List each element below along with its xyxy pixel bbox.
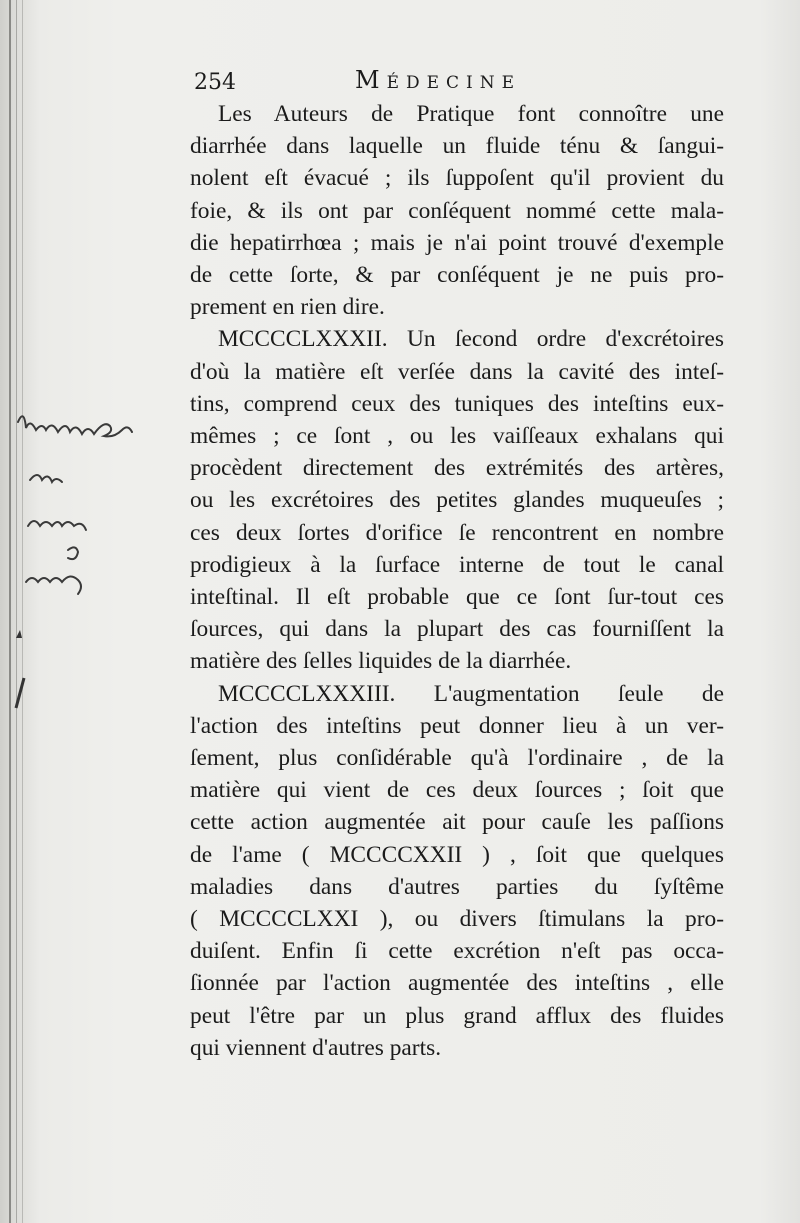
text-line: diarrhée dans laquelle un fluide ténu & ſangui- [190, 133, 724, 160]
text-line: maladies dans d'autres parties du ſyſtême [190, 873, 724, 900]
text-line: ſionnée par l'action augmentée des inteſtins , elle [190, 970, 724, 997]
text-line: MCCCCLXXXIII. L'augmentation ſeule de [218, 680, 724, 707]
text-line: d'où la matière eſt verſée dans la cavité des inteſ- [190, 358, 724, 385]
text-line: foie, & ils ont par conſéquent nommé cette mala- [190, 197, 724, 224]
text-line: nolent eſt évacué ; ils ſuppoſent qu'il provient du [190, 165, 724, 192]
text-line: ſement, plus conſidérable qu'à l'ordinaire , de la [190, 745, 724, 772]
paragraph [190, 678, 724, 1064]
text-line: MCCCCLXXXII. Un ſecond ordre d'excrétoires [218, 326, 724, 353]
page-header [190, 62, 730, 98]
paragraph [190, 98, 724, 323]
text-line: prodigieux à la ſurface interne de tout le canal [190, 551, 724, 578]
text-line: matière qui vient de ces deux ſources ; ſoit que [190, 777, 724, 804]
paragraph [190, 323, 724, 677]
text-line: prement en rien dire. [190, 294, 385, 321]
text-line: tins, comprend ceux des tuniques des inteſtins eux- [190, 390, 724, 417]
text-line: inteſtinal. Il eſt probable que ce ſont ſur-tout ces [190, 584, 724, 611]
text-line: mêmes ; ce ſont , ou les vaiſſeaux exhalans qui [190, 423, 724, 450]
text-line: procèdent directement des extrémités des artères, [190, 455, 724, 482]
page-number: 254 [194, 70, 236, 95]
handwriting-scribble [8, 400, 178, 620]
text-line: Les Auteurs de Pratique font connoître une [218, 101, 724, 127]
text-line: ou les excrétoires des petites glandes muqueuſes ; [190, 487, 724, 514]
text-line: peut l'être par un plus grand afflux des fluides [190, 1002, 724, 1029]
text-line: qui viennent d'autres parts. [190, 1034, 442, 1061]
text-line: matière des ſelles liquides de la diarrhée. [190, 648, 572, 675]
text-line: die hepatirrhœa ; mais je n'ai point trouvé d'exemple [190, 229, 724, 256]
text-line: duiſent. Enfin ſi cette excrétion n'eſt pas occa- [190, 938, 724, 965]
text-line: ( MCCCCLXXI ), ou divers ſtimulans la pro- [190, 906, 724, 933]
main-text [190, 98, 724, 1064]
text-line: l'action des inteſtins peut donner lieu à un ver- [190, 712, 724, 739]
running-head: Médecine [355, 66, 522, 94]
text-line: de l'ame ( MCCCCXXII ) , ſoit que quelques [190, 841, 724, 868]
text-line: ces deux ſortes d'orifice ſe rencontrent en nombre [190, 519, 724, 546]
text-line: de cette ſorte, & par conſéquent je ne puis pro- [190, 262, 724, 289]
text-line: ſources, qui dans la plupart des cas fourniſſent la [190, 616, 724, 643]
handwritten-margin-note [8, 400, 178, 620]
margin-marks [0, 620, 30, 740]
text-line: cette action augmentée ait pour cauſe les paſſions [190, 809, 724, 836]
